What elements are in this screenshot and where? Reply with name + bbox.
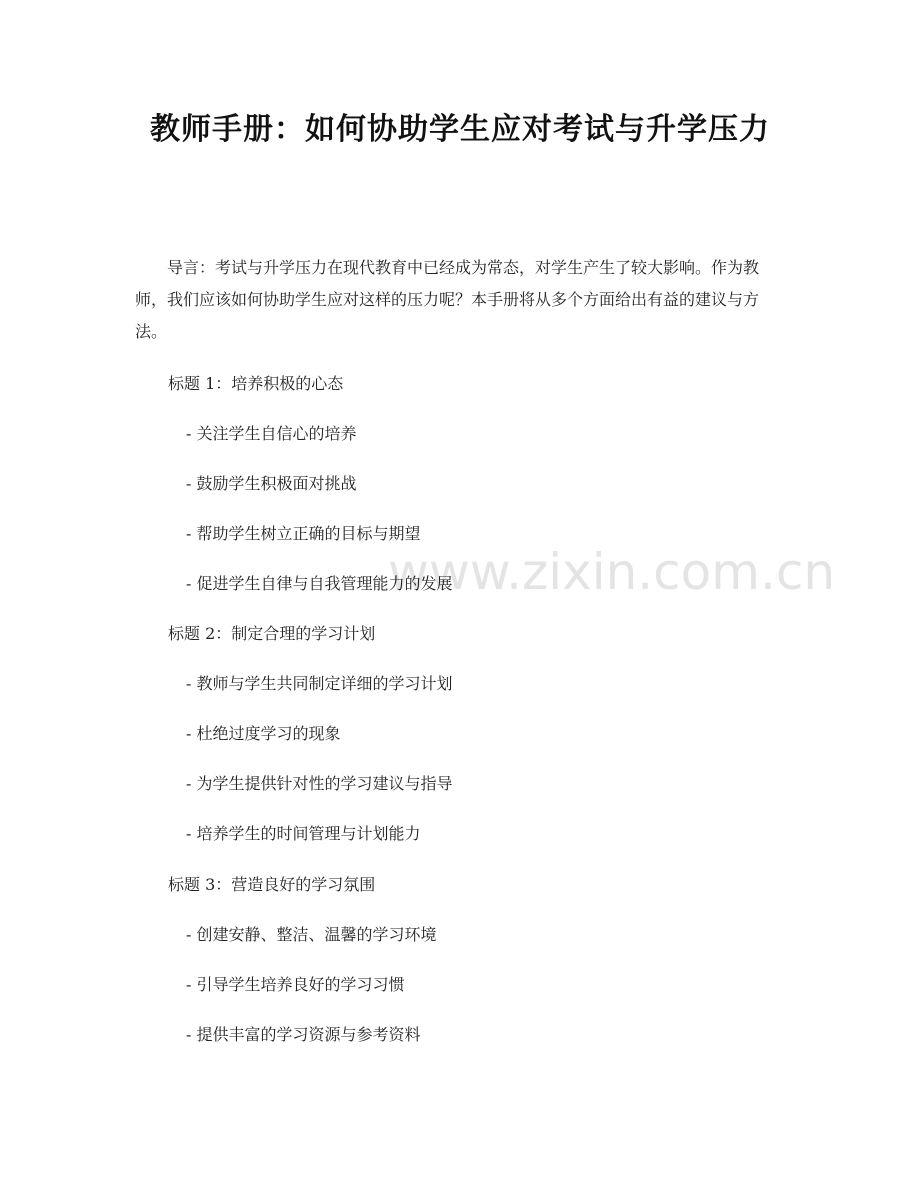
section-heading: 标题 2：制定合理的学习计划 — [168, 624, 376, 643]
list-item: - 为学生提供针对性的学习建议与指导 — [186, 774, 453, 793]
section-heading: 标题 3：营造良好的学习氛围 — [168, 875, 376, 894]
list-item: - 创建安静、整洁、温馨的学习环境 — [186, 925, 437, 944]
list-item: - 杜绝过度学习的现象 — [186, 724, 341, 743]
document-title: 教师手册：如何协助学生应对考试与升学压力 — [150, 112, 770, 147]
list-item: - 教师与学生共同制定详细的学习计划 — [186, 674, 453, 693]
list-item: - 鼓励学生积极面对挑战 — [186, 474, 357, 493]
list-item: - 培养学生的时间管理与计划能力 — [186, 824, 421, 843]
intro-paragraph: 导言：考试与升学压力在现代教育中已经成为常态，对学生产生了较大影响。作为教师，我们应该如何协助学生应对这样的压力呢？本手册将从多个方面给出有益的建议与方法。 — [135, 258, 760, 341]
section-heading: 标题 1：培养积极的心态 — [168, 374, 344, 393]
list-item: - 关注学生自信心的培养 — [186, 424, 357, 443]
list-item: - 促进学生自律与自我管理能力的发展 — [186, 574, 453, 593]
list-item: - 引导学生培养良好的学习习惯 — [186, 975, 405, 994]
list-item: - 帮助学生树立正确的目标与期望 — [186, 524, 421, 543]
list-item: - 提供丰富的学习资源与参考资料 — [186, 1025, 421, 1044]
watermark: www.zixin.com.cn — [388, 543, 836, 601]
